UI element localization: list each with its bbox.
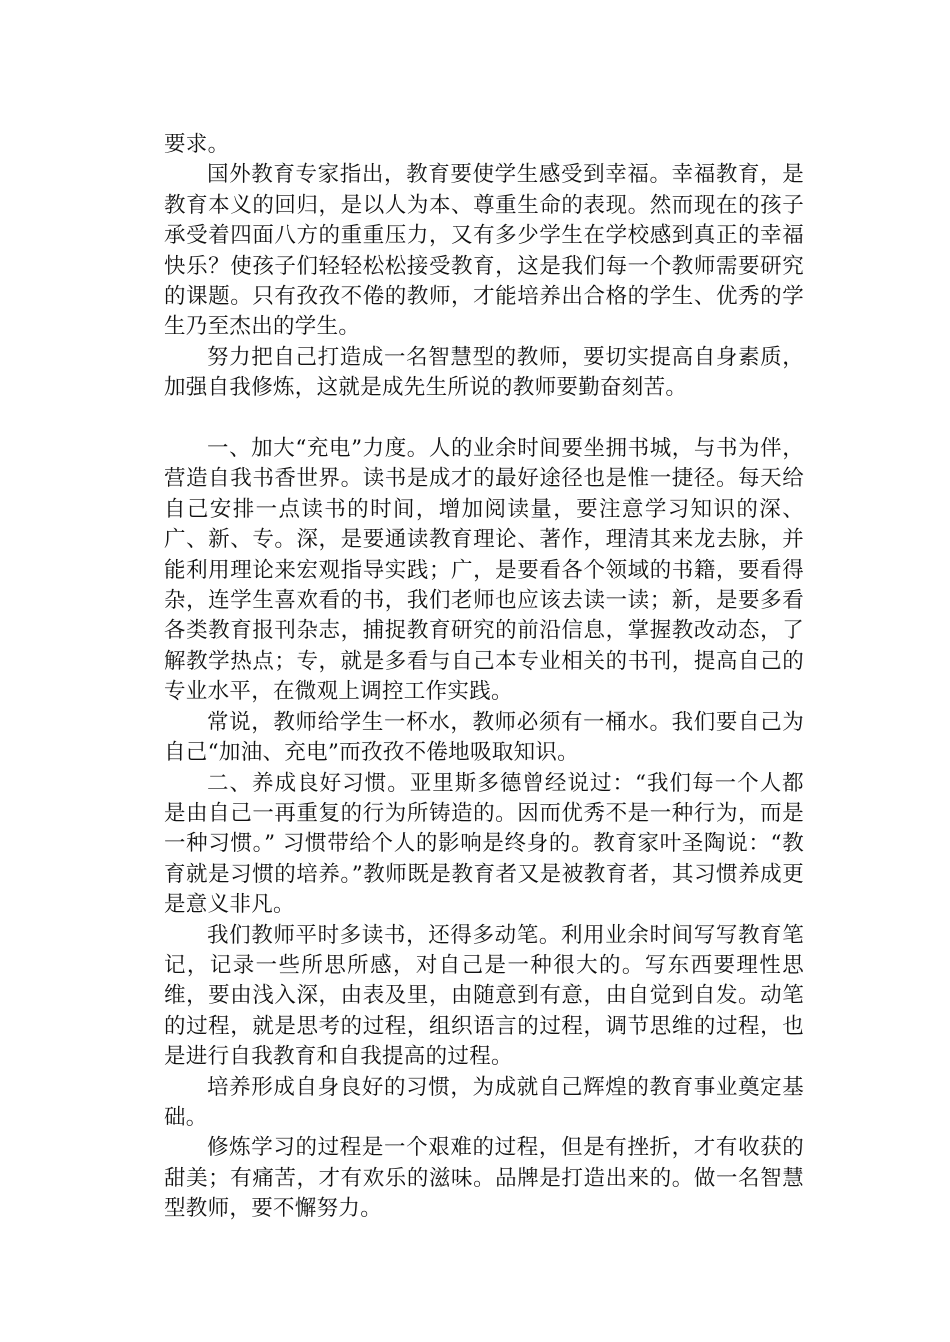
paragraph: 修炼学习的过程是一个艰难的过程，但是有挫折，才有收获的甜美；有痛苦，才有欢乐的滋味。品牌是打造出来的。做一名智慧型教师，要不懈努力。 <box>164 1135 804 1222</box>
paragraph: 培养形成自身良好的习惯，为成就自己辉煌的教育事业奠定基础。 <box>164 1074 804 1130</box>
paragraph: 二、养成良好习惯。亚里斯多德曾经说过：“我们每一个人都是由自己一再重复的行为所铸造的。因而优秀不是一种行为，而是一种习惯。” 习惯带给个人的影响是终身的。教育家叶圣陶说：“教育就是习惯的培养。”教师既是教育者又是被教育者，其习惯养成更是意义非凡。 <box>164 770 804 918</box>
paragraph: 要求。 <box>164 132 230 157</box>
blank-line <box>164 404 804 434</box>
paragraph: 我们教师平时多读书，还得多动笔。利用业余时间写写教育笔记，记录一些所思所感，对自己是一种很大的。写东西要理性思维，要由浅入深，由表及里，由随意到有意，由自觉到自发。动笔的过程，就是思考的过程，组织语言的过程，调节思维的过程，也是进行自我教育和自我提高的过程。 <box>164 922 804 1070</box>
paragraph: 国外教育专家指出，教育要使学生感受到幸福。幸福教育，是教育本义的回归，是以人为本、尊重生命的表现。然而现在的孩子承受着四面八方的重重压力，又有多少学生在学校感到真正的幸福快乐？使孩子们轻轻松松接受教育，这是我们每一个教师需要研究的课题。只有孜孜不倦的教师，才能培养出合格的学生、优秀的学生乃至杰出的学生。 <box>164 162 804 340</box>
paragraph: 努力把自己打造成一名智慧型的教师，要切实提高自身素质，加强自我修炼，这就是成先生所说的教师要勤奋刻苦。 <box>164 344 804 401</box>
paragraph: 一、加大“充电”力度。人的业余时间要坐拥书城，与书为伴，营造自我书香世界。读书是成才的最好途径也是惟一捷径。每天给自己安排一点读书的时间，增加阅读量，要注意学习知识的深、广、新、专。深，是要通读教育理论、著作，理清其来龙去脉，并能利用理论来宏观指导实践；广，是要看各个领域的书籍，要看得杂，连学生喜欢看的书，我们老师也应该去读一读；新，是要多看各类教育报刊杂志，捕捉教育研究的前沿信息，掌握教改动态，了解教学热点；专，就是多看与自己本专业相关的书刊，提高自己的专业水平，在微观上调控工作实践。 <box>164 436 804 705</box>
body-text <box>164 130 804 1225</box>
paragraph: 常说，教师给学生一杯水，教师必须有一桶水。我们要自己为自己“加油、充电”而孜孜不倦地吸取知识。 <box>164 709 804 766</box>
